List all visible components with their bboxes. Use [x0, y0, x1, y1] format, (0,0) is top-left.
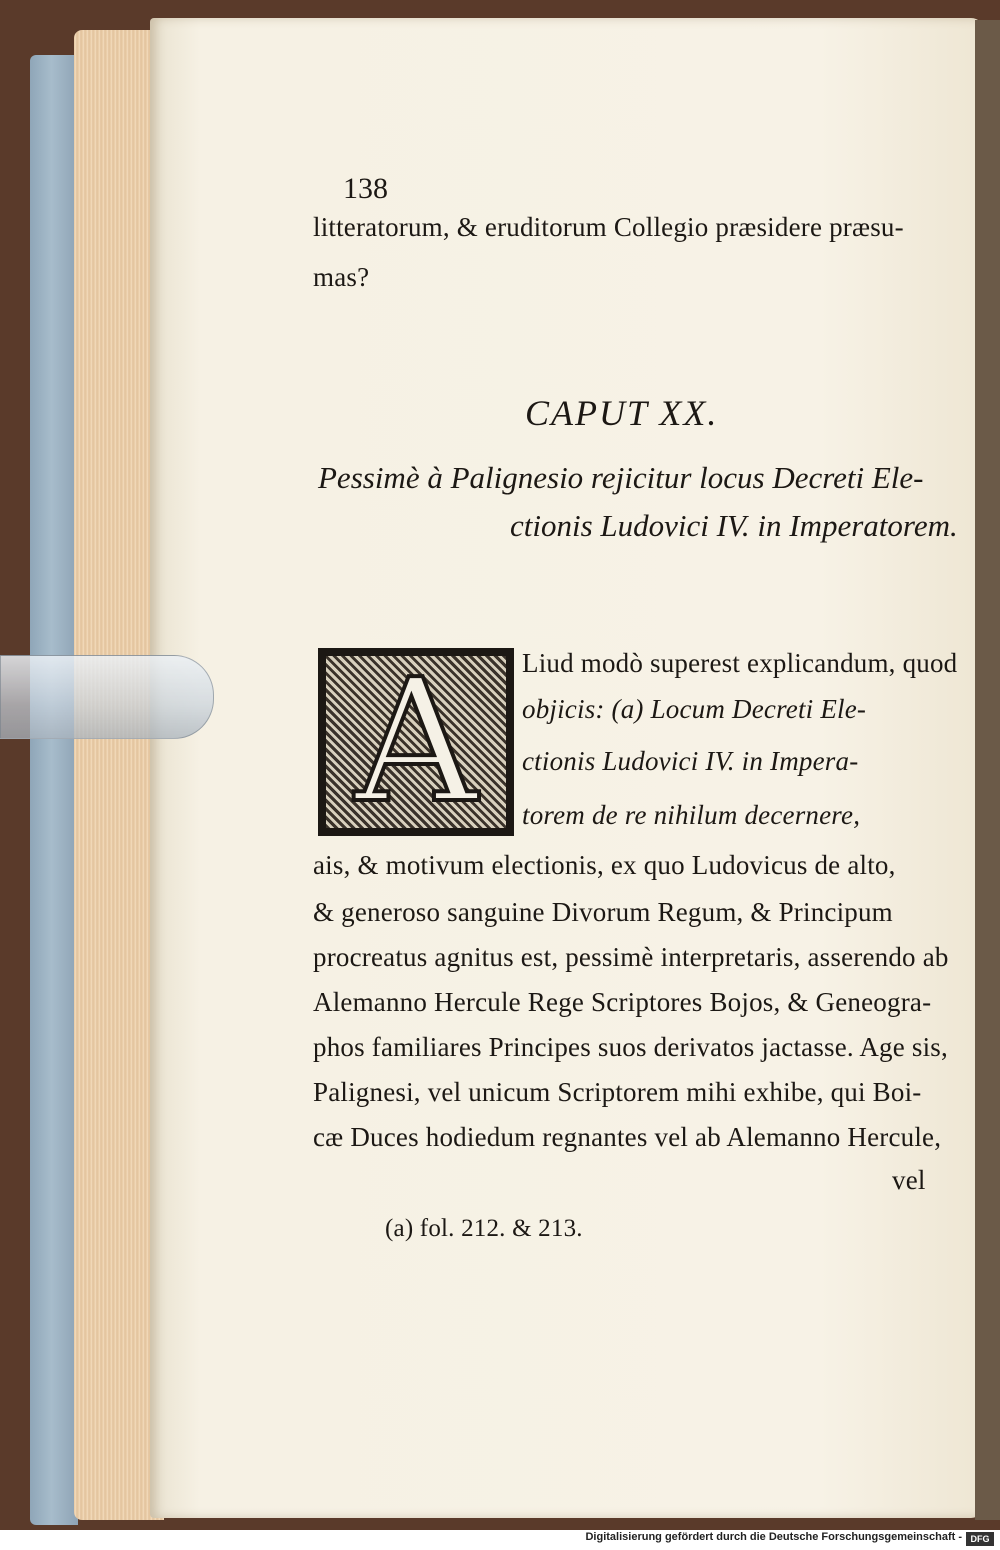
body-line-2: objicis: (a) Locum Decreti Ele-	[522, 694, 867, 724]
opening-line-1: litteratorum, & eruditorum Collegio præsidere præsu-	[313, 212, 904, 242]
body-line-10: Palignesi, vel unicum Scriptorem mihi exhibe, qui Boi-	[313, 1077, 922, 1107]
body-line-1: Liud modò superest explicandum, quod	[522, 648, 958, 678]
chapter-title: CAPUT XX.	[525, 393, 719, 433]
page-shadow	[975, 20, 1000, 1520]
body-line-3: ctionis Ludovici IV. in Impera-	[522, 746, 859, 776]
body-line-5: ais, & motivum electionis, ex quo Ludovicus de alto,	[313, 850, 896, 880]
opening-line-2: mas?	[313, 262, 370, 292]
chapter-subtitle-line-1: Pessimè à Palignesio rejicitur locus Decreti Ele-	[318, 460, 924, 495]
page-number: 138	[343, 172, 388, 205]
initial-ornament	[326, 643, 506, 841]
dfg-logo: DFG	[966, 1532, 994, 1546]
footer-credit: Digitalisierung gefördert durch die Deutsche Forschungsgemeinschaft -	[585, 1531, 962, 1543]
body-line-4: torem de re nihilum decernere,	[522, 800, 861, 830]
body-line-8: Alemanno Hercule Rege Scriptores Bojos, & Geneogra-	[313, 987, 932, 1017]
body-line-9: phos familiares Principes suos derivatos jactasse. Age sis,	[313, 1032, 948, 1062]
book-spine	[30, 55, 78, 1525]
body-line-6: & generoso sanguine Divorum Regum, & Principum	[313, 897, 893, 927]
chapter-subtitle-line-2: ctionis Ludovici IV. in Imperatorem.	[510, 508, 958, 543]
footnote: (a) fol. 212. & 213.	[385, 1215, 583, 1242]
initial-letter: A	[354, 643, 478, 841]
body-line-7: procreatus agnitus est, pessimè interpretaris, asserendo ab	[313, 942, 949, 972]
decorated-initial	[318, 643, 514, 841]
plastic-bookmark	[0, 655, 214, 739]
catchword: vel	[892, 1165, 926, 1195]
body-line-11: cæ Duces hodiedum regnantes vel ab Alemanno Hercule,	[313, 1122, 942, 1152]
